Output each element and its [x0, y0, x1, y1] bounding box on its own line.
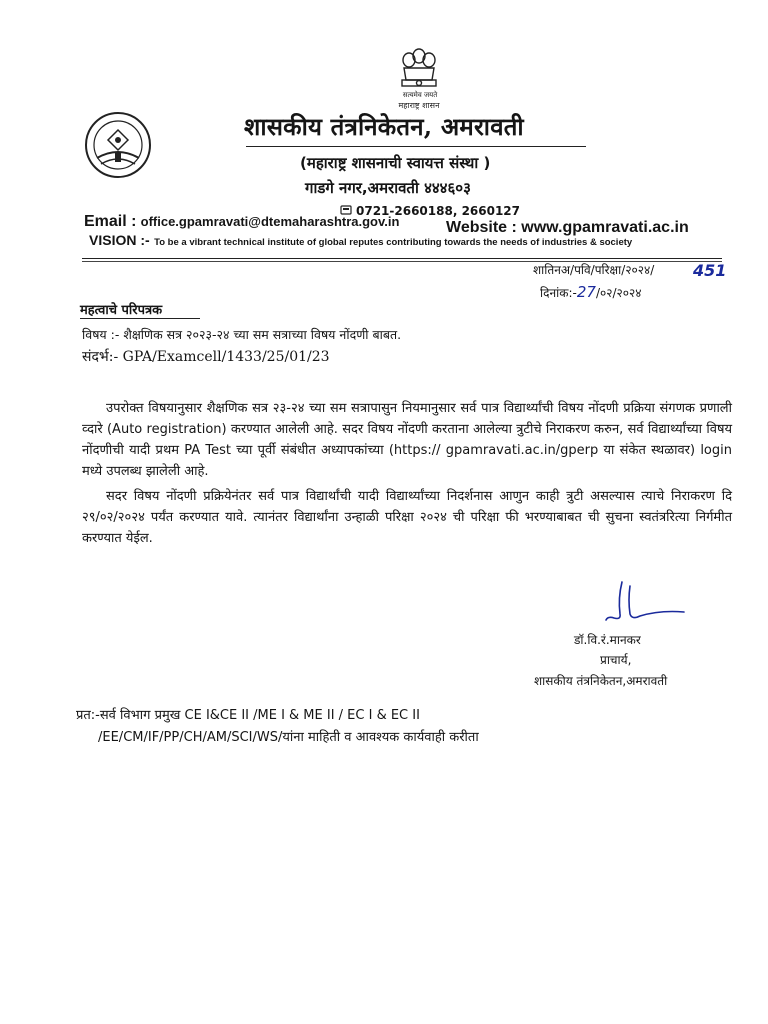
title-divider: [246, 146, 586, 147]
institute-phone: 0721-2660188, 2660127: [356, 204, 521, 218]
paragraph-2: [82, 486, 732, 549]
paragraph-1-text: उपरोक्त विषयानुसार शैक्षणिक सत्र २३-२४ च्या सम सत्रापासुन नियमानुसार सर्व पात्र विद्यार्थ्यांची विषय नोंदणी प्रक्रिया संगणक प्रणाली व्दारे (Auto registration) करण्यात आलेली आहे. सदर विषय नोंदणी करताना आलेल्या त्रुटीचे निराकरण करुन, सर्व विद्यार्थ्यांच्या विषय नोंदणीची यादी प्रथम PA Test च्या पूर्वी संबंधीत अध्यापकांच्या (https:// gpamravati.ac.in/gperp या संकेत स्थळावर) login मध्ये उपलब्ध झालेली आहे.: [82, 401, 732, 479]
signatory-designation: प्राचार्य,: [600, 653, 632, 667]
header-divider: [82, 258, 722, 259]
date-line: [540, 283, 641, 301]
date-suffix: /०२/२०२४: [595, 286, 642, 300]
date-label: दिनांक:-: [540, 286, 577, 300]
reference-number: शातिनअ/पवि/परिक्षा/२०२४/: [533, 263, 655, 277]
signatory-name: डॉ.वि.रं.मानकर: [574, 633, 641, 647]
vision-label: VISION :-: [89, 232, 150, 248]
website: Website : www.gpamravati.ac.in: [446, 219, 689, 236]
signature: [600, 580, 686, 630]
email-value: office.gpamravati@dtemaharashtra.gov.in: [140, 214, 400, 229]
paragraph-1: [82, 398, 732, 482]
vision-statement: [89, 232, 632, 250]
polytechnic-logo-icon: [83, 110, 153, 180]
circular-subject: विषय :- शैक्षणिक सत्र २०२३-२४ च्या सम सत्राच्या विषय नोंदणी बाबत.: [82, 327, 402, 342]
copy-to-line-1: प्रत:-सर्व विभाग प्रमुख CE I&CE II /ME I & ME II / EC I & EC II: [76, 708, 420, 723]
reference-handwritten: 451: [693, 261, 727, 280]
signatory-institute: शासकीय तंत्रनिकेतन,अमरावती: [534, 674, 668, 688]
institute-address: गाडगे नगर,अमरावती ४४४६०३: [305, 179, 471, 197]
copy-to-line-2: /EE/CM/IF/PP/CH/AM/SCI/WS/यांना माहिती व आवश्यक कार्यवाही करीता: [98, 730, 479, 745]
circular-title-underline: [80, 318, 200, 319]
emblem-caption: महाराष्ट्र शासन: [398, 101, 440, 110]
email-label: Email :: [84, 213, 137, 230]
vision-text: To be a vibrant technical institute of global reputes contributing towards the needs of industries & society: [154, 237, 633, 248]
circular-title: महत्वाचे परिपत्रक: [80, 303, 163, 318]
date-handwritten: 27: [576, 283, 596, 301]
circular-reference: संदर्भ:- GPA/Examcell/1433/25/01/23: [82, 349, 330, 365]
contact-email: [84, 213, 399, 231]
institute-subtitle: (महाराष्ट्र शासनाची स्वायत्त संस्था ): [300, 154, 491, 172]
institute-name: शासकीय तंत्रनिकेतन, अमरावती: [244, 112, 524, 141]
emblem-motto: सत्यमेव जयते: [402, 91, 438, 99]
paragraph-2-text: सदर विषय नोंदणी प्रक्रियेनंतर सर्व पात्र विद्यार्थांची यादी विद्यार्थ्यांच्या निदर्शनास आणुन काही त्रुटी असल्यास त्याचे निराकरण दि २९/०२/२०२४ पर्यंत करण्यात यावे. त्यानंतर विद्यार्थांना उन्हाळी परिक्षा २०२४ ची परिक्षा फी भरण्याबाबत ची सुचना स्वतंत्ररित्या निर्गमीत करण्यात येईल.: [82, 489, 732, 546]
